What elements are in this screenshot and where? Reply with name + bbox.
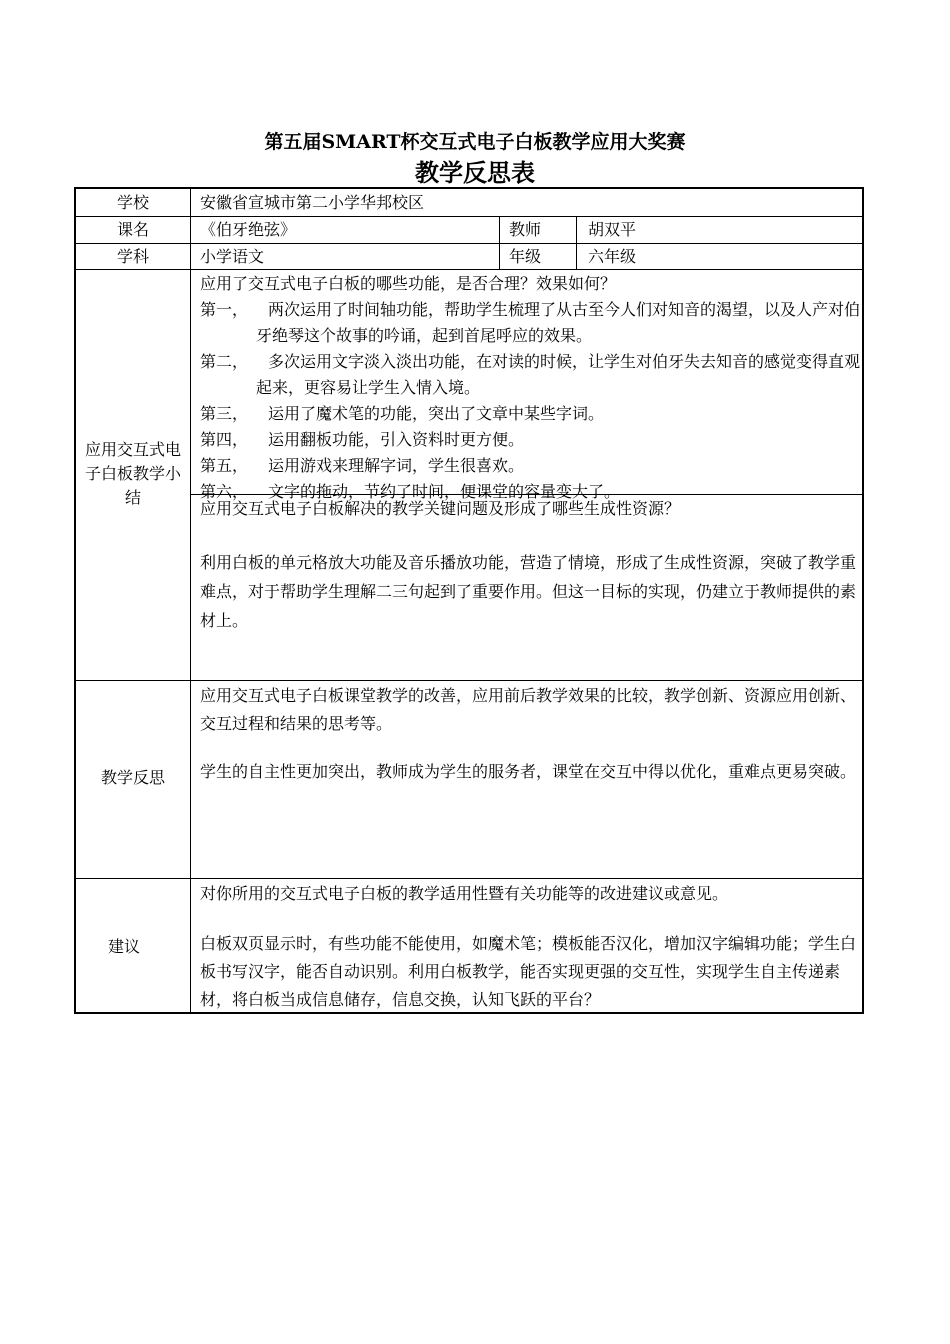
point-text: 运用翻板功能，引入资料时更方便。 xyxy=(268,430,525,449)
row-divider xyxy=(76,269,862,270)
form-title: 教学反思表 xyxy=(415,158,535,187)
reflection-question: 应用交互式电子白板课堂教学的改善，应用前后教学效果的比较，教学创新、资源应用创新、交互过程和结果的思考等。 xyxy=(200,686,857,733)
course-value: 《伯牙绝弦》 xyxy=(200,220,297,239)
summary-question-1: 应用了交互式电子白板的哪些功能，是否合理？效果如何？ xyxy=(200,274,617,293)
school-label: 学校 xyxy=(116,193,149,212)
point-number: 第五， xyxy=(200,456,249,475)
point-number: 第一， xyxy=(200,300,249,319)
grade-value: 六年级 xyxy=(588,247,637,266)
teacher-label: 教师 xyxy=(509,220,542,239)
point-text: 文字的拖动，节约了时间，便课堂的容量变大了。 xyxy=(268,482,621,501)
point-number: 第二， xyxy=(200,352,249,371)
summary-point xyxy=(200,427,860,453)
point-text: 运用游戏来理解字词，学生很喜欢。 xyxy=(268,456,525,475)
summary-functions-block xyxy=(200,271,860,505)
reflection-answer: 学生的自主性更加突出，教师成为学生的服务者，课堂在交互中得以优化，重难点更易突破。 xyxy=(200,762,857,781)
school-value: 安徽省宣城市第二小学华邦校区 xyxy=(200,193,425,212)
point-number: 第六， xyxy=(200,482,249,501)
subject-label: 学科 xyxy=(116,247,149,266)
point-text: 运用了魔术笔的功能，突出了文章中某些字词。 xyxy=(268,404,605,423)
row-divider xyxy=(76,680,862,681)
point-number: 第三， xyxy=(200,404,249,423)
summary-label: 应用交互式电子白板教学小结 xyxy=(84,440,181,507)
point-text: 两次运用了时间轴功能，帮助学生梳理了从古至今人们对知音的渴望，以及人产对伯牙绝琴这个故事的吟诵，起到首尾呼应的效果。 xyxy=(256,300,861,345)
subject-value: 小学语文 xyxy=(200,247,265,266)
summary-question-2: 应用交互式电子白板解决的教学关键问题及形成了哪些生成性资源？ xyxy=(200,499,681,518)
row-divider xyxy=(76,878,862,879)
contest-title: 第五届SMART杯交互式电子白板教学应用大奖赛 xyxy=(264,131,686,153)
row-divider xyxy=(76,243,862,244)
column-divider xyxy=(576,216,577,270)
suggestion-label: 建议 xyxy=(107,937,140,956)
teacher-value: 胡双平 xyxy=(588,220,637,239)
suggestion-answer: 白板双页显示时，有些功能不能使用，如魔术笔；模板能否汉化，增加汉字编辑功能；学生白板书写汉字，能否自动识别。利用白板教学，能否实现更强的交互性，实现学生自主传递素材，将白板当成信息储存，信息交换，认知飞跃的平台？ xyxy=(200,934,857,1009)
summary-resources-block xyxy=(200,496,860,635)
summary-point xyxy=(200,349,860,401)
point-text: 多次运用文字淡入淡出功能，在对读的时候，让学生对伯牙失去知音的感觉变得直观起来，更容易让学生入情入境。 xyxy=(256,352,861,397)
summary-answer-2: 利用白板的单元格放大功能及音乐播放功能，营造了情境，形成了生成性资源，突破了教学重难点，对于帮助学生理解二三句起到了重要作用。但这一目标的实现，仍建立于教师提供的素材上。 xyxy=(200,553,857,630)
column-divider xyxy=(190,189,191,1012)
summary-point xyxy=(200,297,860,349)
grade-label: 年级 xyxy=(509,247,542,266)
course-label: 课名 xyxy=(116,220,149,239)
row-divider xyxy=(76,216,862,217)
summary-point xyxy=(200,401,860,427)
suggestion-question: 对你所用的交互式电子白板的教学适用性暨有关功能等的改进建议或意见。 xyxy=(200,884,729,903)
reflection-form-table xyxy=(74,187,864,1014)
column-divider xyxy=(499,216,500,270)
suggestion-block xyxy=(200,880,860,1014)
reflection-label: 教学反思 xyxy=(100,768,165,787)
summary-point xyxy=(200,453,860,479)
point-number: 第四， xyxy=(200,430,249,449)
reflection-block xyxy=(200,682,860,786)
